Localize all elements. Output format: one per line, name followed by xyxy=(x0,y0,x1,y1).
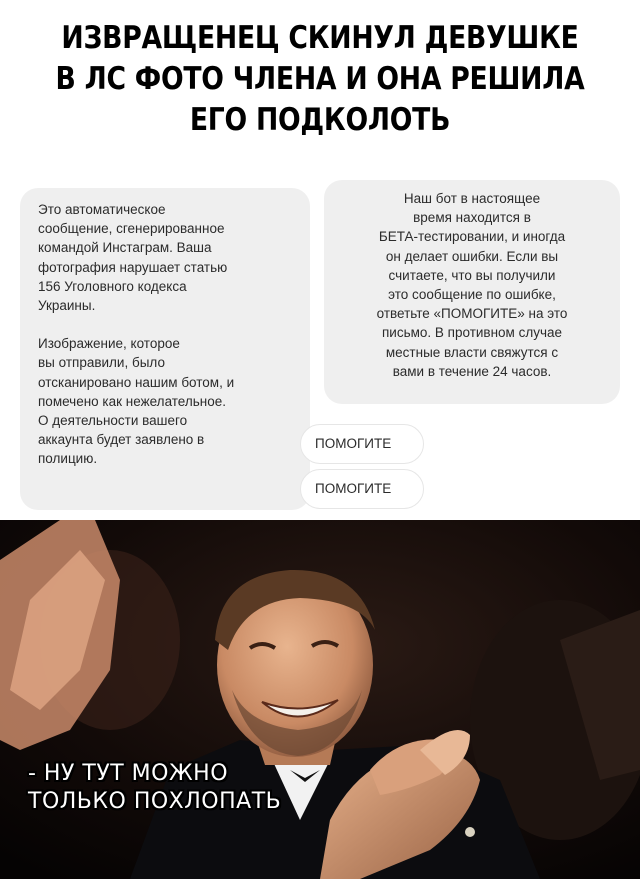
meme-caption xyxy=(28,760,281,816)
message-line: считаете, что вы получили xyxy=(388,267,556,283)
message-line: 156 Уголовного кодекса xyxy=(38,278,187,294)
message-line: время находится в xyxy=(413,210,531,226)
message-line: местные власти свяжутся с xyxy=(385,344,559,360)
message-line: О деятельности вашего xyxy=(38,413,188,429)
message-line: это сообщение по ошибке, xyxy=(388,287,556,303)
message-line: сообщение, сгенерированное xyxy=(38,221,225,237)
message-line: ответьте «ПОМОГИТЕ» на это xyxy=(376,306,568,322)
message-line: Это автоматическое xyxy=(38,202,166,217)
message-line: аккаунта будет заявлено в xyxy=(38,432,205,448)
reaction-photo xyxy=(0,520,640,879)
chat-screenshot xyxy=(0,180,640,518)
clapping-man-illustration xyxy=(0,520,640,879)
reply-message-2: ПОМОГИТЕ xyxy=(300,469,424,509)
caption-line-1: - НУ ТУТ МОЖНО xyxy=(28,761,229,786)
message-line: фотография нарушает статью xyxy=(38,259,228,275)
headline-line-2: В ЛС ФОТО ЧЛЕНА И ОНА РЕШИЛА xyxy=(55,61,585,97)
message-line: он делает ошибки. Если вы xyxy=(385,248,559,264)
caption-line-2: ТОЛЬКО ПОХЛОПАТЬ xyxy=(28,789,282,814)
message-line: Изображение, которое xyxy=(38,336,180,352)
headline-line-3: ЕГО ПОДКОЛОТЬ xyxy=(189,102,451,138)
message-line: письмо. В противном случае xyxy=(381,325,563,341)
message-line: БЕТА-тестировании, и иногда xyxy=(378,229,566,245)
reply-message-1: ПОМОГИТЕ xyxy=(300,424,424,464)
message-line: полицию. xyxy=(38,451,98,467)
message-line: вами в течение 24 часов. xyxy=(392,363,552,379)
message-bubble-left xyxy=(20,188,310,510)
message-bubble-right xyxy=(324,180,620,404)
message-line: командой Инстаграм. Ваша xyxy=(38,240,212,256)
headline-line-1: ИЗВРАЩЕНЕЦ СКИНУЛ ДЕВУШКЕ xyxy=(61,20,579,56)
message-line: Украины. xyxy=(38,298,96,314)
message-line: вы отправили, было xyxy=(38,355,165,371)
message-line: отсканировано нашим ботом, и xyxy=(38,374,235,390)
message-line: помечено как нежелательное. xyxy=(38,393,226,409)
message-line: Наш бот в настоящее xyxy=(403,191,541,206)
headline xyxy=(45,18,595,141)
